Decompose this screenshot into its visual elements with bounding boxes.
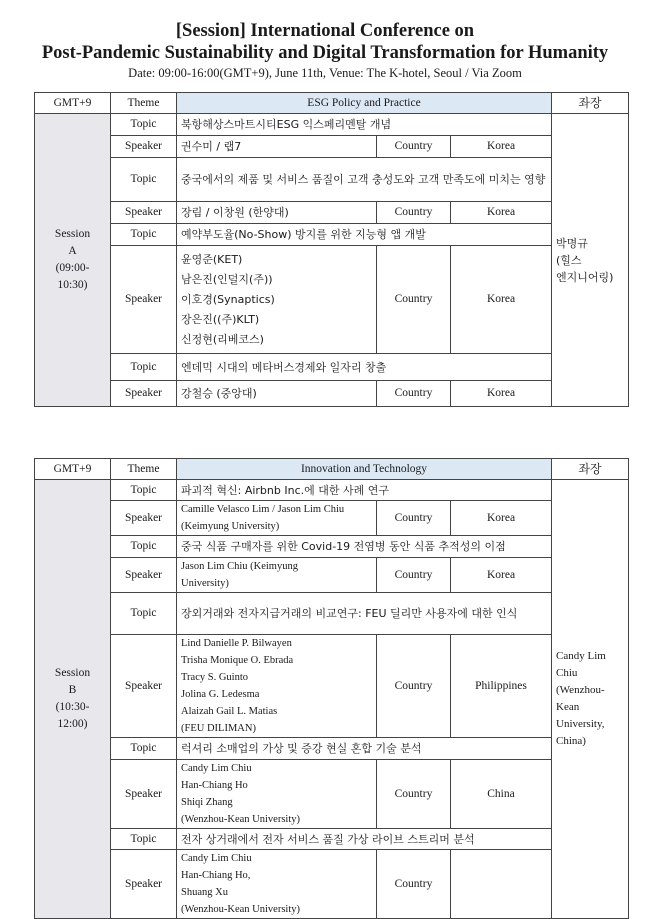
country-label: Country bbox=[377, 850, 451, 919]
country-value: Korea bbox=[451, 246, 552, 354]
session-b-chair: Candy Lim Chiu (Wenzhou- Kean University, China) bbox=[552, 480, 629, 919]
speaker-names: Candy Lim Chiu Han-Chiang Ho Shiqi Zhang (Wenzhou-Kean University) bbox=[177, 760, 377, 829]
country-value: Korea bbox=[451, 381, 552, 407]
table-row bbox=[35, 635, 629, 738]
topic-text: 중국 식품 구매자를 위한 Covid-19 전염병 동안 식품 추적성의 이점 bbox=[177, 536, 552, 558]
theme-header: Theme bbox=[111, 459, 177, 480]
document-title-line1: [Session] International Conference on bbox=[175, 21, 475, 41]
table-row bbox=[35, 558, 629, 593]
chair-header: 좌장 bbox=[552, 93, 629, 114]
topic-text: 북항해상스마트시티ESG 익스페리멘탈 개념 bbox=[177, 114, 552, 136]
speaker-label: Speaker bbox=[111, 850, 177, 919]
session-b-theme: Innovation and Technology bbox=[177, 459, 552, 480]
country-value: China bbox=[451, 760, 552, 829]
table-row bbox=[35, 246, 629, 354]
topic-text: 전자 상거래에서 전자 서비스 품질 가상 라이브 스트리머 분석 bbox=[177, 829, 552, 850]
table-row bbox=[35, 114, 629, 136]
speaker-label: Speaker bbox=[111, 760, 177, 829]
country-value: Korea bbox=[451, 136, 552, 158]
speaker-names: 윤영준(KET) 남은진(인덜지(주)) 이호경(Synaptics) 장은진((주)KLT) 신정현(리베코스) bbox=[177, 246, 377, 354]
topic-label: Topic bbox=[111, 354, 177, 381]
session-a-label: Session A (09:00- 10:30) bbox=[35, 114, 111, 407]
table-row bbox=[35, 202, 629, 224]
country-label: Country bbox=[377, 202, 451, 224]
speaker-label: Speaker bbox=[111, 381, 177, 407]
topic-text: 예약부도율(No-Show) 방지를 위한 지능형 앱 개발 bbox=[177, 224, 552, 246]
table-row bbox=[35, 760, 629, 829]
session-a-theme: ESG Policy and Practice bbox=[177, 93, 552, 114]
topic-text: 장외거래와 전자지급거래의 비교연구: FEU 딜리만 사용자에 대한 인식 bbox=[177, 593, 552, 635]
speaker-names: 장림 / 이창원 (한양대) bbox=[177, 202, 377, 224]
country-label: Country bbox=[377, 760, 451, 829]
table-row bbox=[35, 354, 629, 381]
speaker-names: 강철승 (중앙대) bbox=[177, 381, 377, 407]
topic-text: 파괴적 혁신: Airbnb Inc.에 대한 사례 연구 bbox=[177, 480, 552, 501]
topic-label: Topic bbox=[111, 114, 177, 136]
topic-label: Topic bbox=[111, 224, 177, 246]
topic-text: 중국에서의 제품 및 서비스 품질이 고객 충성도와 고객 만족도에 미치는 영향 bbox=[177, 158, 552, 202]
country-value bbox=[451, 850, 552, 919]
document-title-line2: Post-Pandemic Sustainability and Digital Transformation for Humanity bbox=[41, 43, 609, 63]
country-value: Philippines bbox=[451, 635, 552, 738]
table-row bbox=[35, 829, 629, 850]
topic-text: 엔데믹 시대의 메타버스경제와 일자리 창출 bbox=[177, 354, 552, 381]
table-row bbox=[35, 381, 629, 407]
topic-label: Topic bbox=[111, 158, 177, 202]
speaker-names: Camille Velasco Lim / Jason Lim Chiu (Keimyung University) bbox=[177, 501, 377, 536]
country-value: Korea bbox=[451, 558, 552, 593]
speaker-label: Speaker bbox=[111, 501, 177, 536]
speaker-names: 권수미 / 랩7 bbox=[177, 136, 377, 158]
chair-header: 좌장 bbox=[552, 459, 629, 480]
table-row bbox=[35, 593, 629, 635]
table-row bbox=[35, 158, 629, 202]
country-value: Korea bbox=[451, 202, 552, 224]
speaker-label: Speaker bbox=[111, 635, 177, 738]
speaker-label: Speaker bbox=[111, 246, 177, 354]
speaker-label: Speaker bbox=[111, 136, 177, 158]
country-label: Country bbox=[377, 136, 451, 158]
topic-label: Topic bbox=[111, 593, 177, 635]
topic-text: 럭셔리 소매업의 가상 및 증강 현실 혼합 기술 분석 bbox=[177, 738, 552, 760]
speaker-label: Speaker bbox=[111, 558, 177, 593]
table-row bbox=[35, 536, 629, 558]
gmt-header: GMT+9 bbox=[35, 459, 111, 480]
speaker-names: Jason Lim Chiu (Keimyung University) bbox=[177, 558, 377, 593]
topic-label: Topic bbox=[111, 829, 177, 850]
country-label: Country bbox=[377, 381, 451, 407]
speaker-label: Speaker bbox=[111, 202, 177, 224]
topic-label: Topic bbox=[111, 480, 177, 501]
table-row bbox=[35, 224, 629, 246]
country-label: Country bbox=[377, 246, 451, 354]
session-a-header-row bbox=[35, 93, 629, 114]
session-b-label: Session B (10:30- 12:00) bbox=[35, 480, 111, 919]
topic-label: Topic bbox=[111, 536, 177, 558]
country-value: Korea bbox=[451, 501, 552, 536]
table-row bbox=[35, 480, 629, 501]
topic-label: Topic bbox=[111, 738, 177, 760]
country-label: Country bbox=[377, 501, 451, 536]
speaker-names: Candy Lim Chiu Han-Chiang Ho, Shuang Xu (Wenzhou-Kean University) bbox=[177, 850, 377, 919]
session-a-chair: 박명규 (힐스 엔지니어링) bbox=[552, 114, 629, 407]
country-label: Country bbox=[377, 558, 451, 593]
theme-header: Theme bbox=[111, 93, 177, 114]
table-row bbox=[35, 850, 629, 919]
gmt-header: GMT+9 bbox=[35, 93, 111, 114]
table-row bbox=[35, 136, 629, 158]
table-row bbox=[35, 738, 629, 760]
session-b-header-row bbox=[35, 459, 629, 480]
document-subtitle: Date: 09:00-16:00(GMT+9), June 11th, Venue: The K-hotel, Seoul / Via Zoom bbox=[128, 66, 522, 80]
country-label: Country bbox=[377, 635, 451, 738]
table-row bbox=[35, 501, 629, 536]
session-b-table bbox=[34, 458, 629, 919]
speaker-names: Lind Danielle P. Bilwayen Trisha Monique O. Ebrada Tracy S. Guinto Jolina G. Ledesma Alaizah Gail L. Matias (FEU DILIMAN) bbox=[177, 635, 377, 738]
session-a-table bbox=[34, 92, 629, 407]
